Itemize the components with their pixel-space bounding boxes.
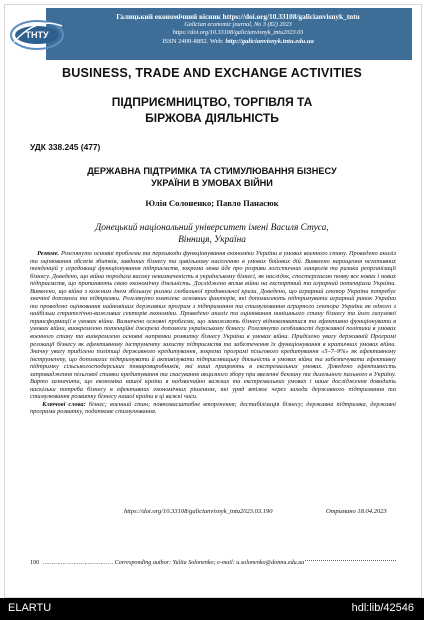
repository-name[interactable]: ELARTU bbox=[8, 602, 52, 614]
journal-title-line: Галицький економічний вісник https://doi.org/10.33108/galicianvisnyk_tntu bbox=[116, 12, 360, 21]
handle-id[interactable]: hdl:lib/42546 bbox=[351, 602, 414, 614]
article-doi-link[interactable]: https://doi.org/10.33108/galicianvisnyk_tntu2023.03.190 bbox=[124, 508, 273, 515]
section-heading-en: BUSINESS, TRADE AND EXCHANGE ACTIVITIES bbox=[61, 66, 363, 80]
udk-code: УДК 338.245 (477) bbox=[30, 142, 101, 152]
affiliation bbox=[70, 222, 354, 246]
page-footer bbox=[30, 560, 304, 566]
corresponding-author: Corresponding author: Yuliia Solonenko; e-mail: u.solonenko@donnu.edu.ua bbox=[114, 560, 305, 566]
journal-banner bbox=[46, 8, 412, 60]
affiliation-line1: Донецький національний університет імені Василя Стуса, bbox=[95, 223, 329, 233]
article-title-line2: УКРАЇНИ В УМОВАХ ВІЙНИ bbox=[151, 178, 273, 188]
abstract bbox=[30, 250, 396, 416]
article-title-line1: ДЕРЖАВНА ПІДТРИМКА ТА СТИМУЛЮВАННЯ БІЗНЕСУ bbox=[87, 166, 337, 176]
authors: Юлія Солоненко; Павло Панасюк bbox=[145, 198, 279, 208]
abstract-paragraph bbox=[30, 250, 396, 401]
section-heading-ua bbox=[0, 94, 424, 126]
issue-doi-line: https://doi.org/10.33108/galicianvisnyk_tntu2023.03 bbox=[172, 29, 304, 36]
logo-text: ТНТУ bbox=[25, 30, 49, 40]
footer-dots: ………………………………… bbox=[42, 560, 114, 566]
article-title bbox=[40, 165, 384, 189]
journal-url-link[interactable]: http://galicianvisnyk.tntu.edu.ua bbox=[225, 38, 314, 45]
keywords-paragraph bbox=[30, 401, 396, 416]
section-heading-ua-line2: БІРЖОВА ДІЯЛЬНІСТЬ bbox=[145, 111, 279, 125]
page-number: 190 bbox=[30, 560, 40, 566]
keywords-text: бізнес; воєнний стан; повномасштабне вторгнення; дестабілізація бізнесу; державна підтримка, державні програми розвитку, податкове стимулювання. bbox=[30, 400, 397, 416]
issn-line: ISSN 2409-8892. Web: http://galicianvisnyk.tntu.edu.ua bbox=[162, 38, 314, 45]
abstract-text: Розглянуто основні проблеми та перешкоди функціонування економіки України в умовах воєнного стану. Проведено аналіз та оцінювання обсягів збитків, завданих бізнесу та цивільному населенню в умовах бойових дій. Виявлено нарощення негативних тенденцій у середовищі функціонування підприємств, зокрема мова йде про розриви логістичних ланцюгів та ризики реорганізації бізнесу. Доведено, що війна породила високу невизначеність в українському бізнесі, як наслідок, спостерігаємо появу все нових і нових підприємств, що припиняють свою економічну діяльність. Досліджено вплив війни на експортний та аграрний потенціали України. Виявлено, що війна з кожним днем збільшує ризики глобальної продовольчої кризи. Доведено, що аграрний сектор України потребує значної допомоги та підтримки. Розглянуто комплекс основних факторів, які допомагають підтримувати аграрний ринок України та проведено оцінювання найновіших державних програм з підтримання та стимулювання аграрного сектора України як одного з найбільш стратегічно-важливих секторів економіки. Проведено аналіз та оцінювання нинішнього стану бізнесу та його галузевої трансформації в умовах війни. Визначено основні проблеми, що заважають бізнесу відновлюватися та ефективно функціонувати в умовах війни, виокремлено потенційні джерела допомоги українському бізнесу. Розглянуто особливості державної політики в умовах воєнного стану та виокремлено основні напрямки розвитку бізнесу України в умовах війни. Приділено увагу державній Програмі релокації бізнесу як ефективному інструменту захисту підприємств та забезпечення їх функціонування в критичних умовах війни. Значну увагу приділено політиці державного кредитування, зокрема програмі пільгового кредитування «5–7–9%» як ефективному інструменту, що допомагає підтримувати й активізувати підприємницьку діяльність в умовах війни та забезпечувати ефективну підтримку сільськогосподарських товаровиробників, які наші працюють в екстремальних умовах. Доведено ефективність запровадження пільгової ставки кредитування та скасування акцизного збору при ввезенні бензину та дизельного пального в Україну. Варто зазначити, що економіка нашої країни в надзвичайно важких та екстремальних умовах і наше дослідження доводить наскільки потреба бізнесу в ефективних економічних рішеннях, які уряд втілює через заходи державного підтримання та стимулювання розвитку бізнесу нашої країни в ці важкі часи. bbox=[30, 250, 397, 401]
abstract-label: Резюме. bbox=[37, 250, 60, 257]
section-heading-ua-line1: ПІДПРИЄМНИЦТВО, ТОРГІВЛЯ ТА bbox=[111, 95, 313, 109]
affiliation-line2: Вінниця, Україна bbox=[178, 235, 246, 245]
journal-issue-line: Galician economic journal, No 3 (82) 2023 bbox=[184, 21, 292, 28]
repository-bar bbox=[0, 598, 424, 620]
tntu-logo-icon bbox=[6, 12, 68, 54]
keywords-label: Ключові слова: bbox=[42, 400, 86, 408]
received-date: Отримано 18.04.2023 bbox=[326, 508, 387, 515]
